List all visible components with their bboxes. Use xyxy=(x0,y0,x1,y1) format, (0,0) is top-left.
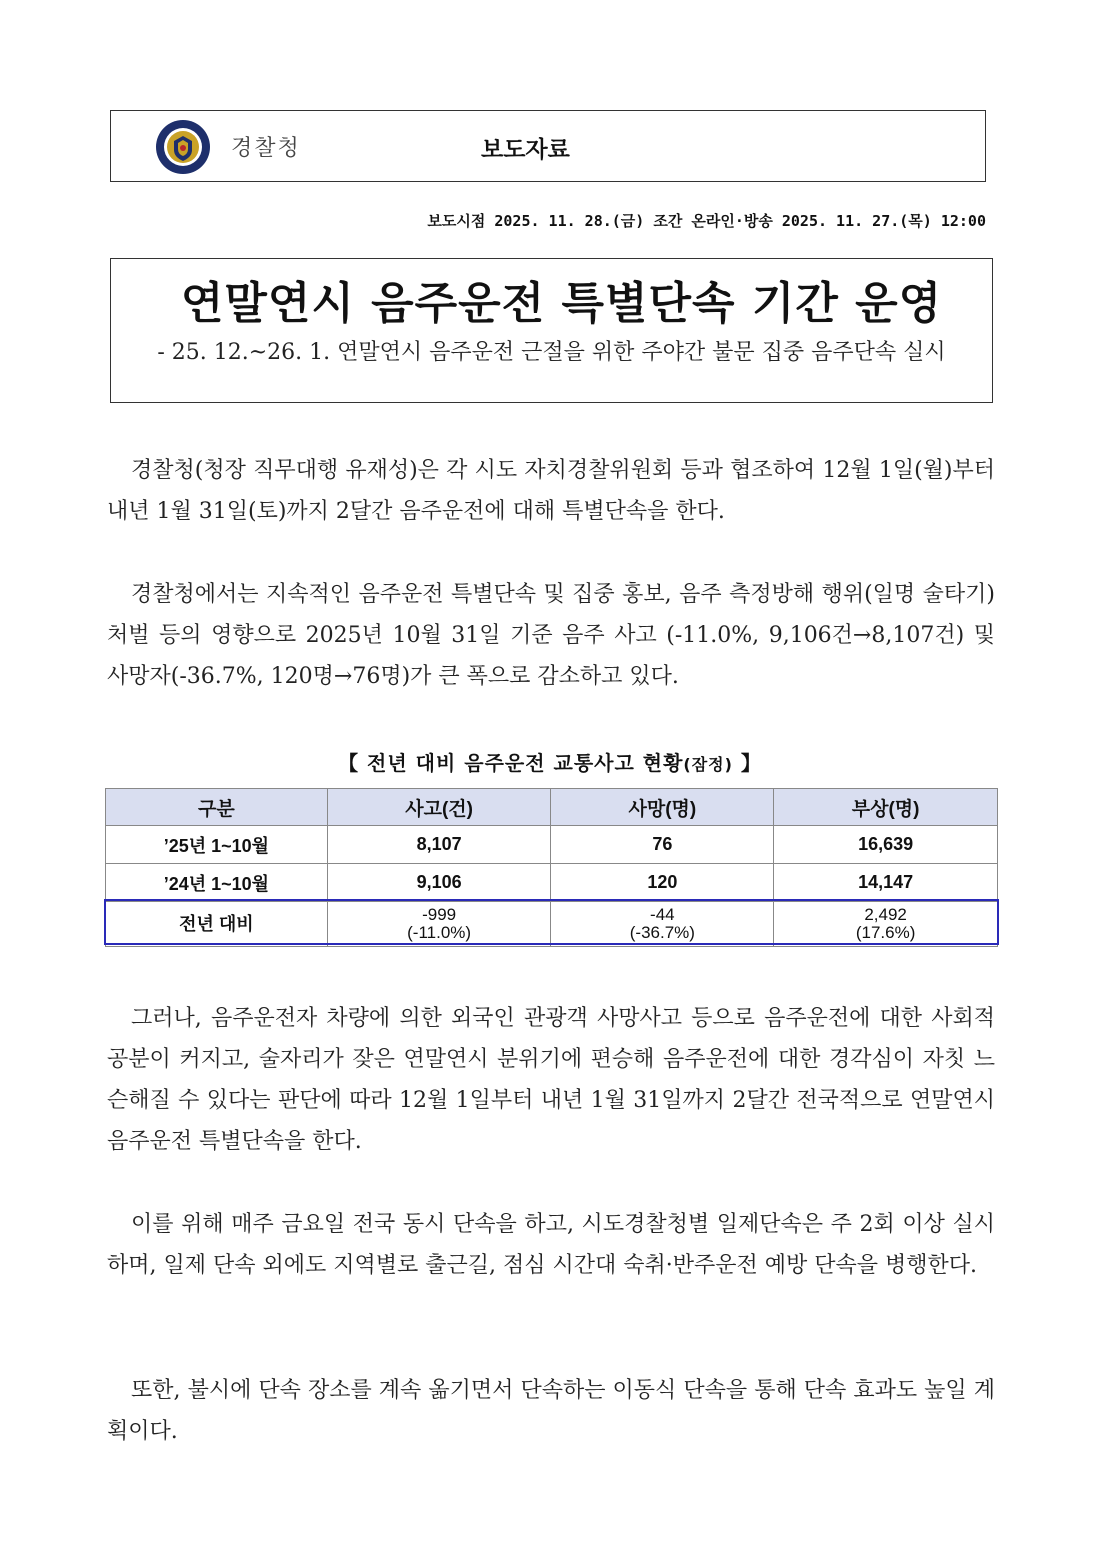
table-title-note: (잠정) xyxy=(683,755,733,774)
diff-pct: (-11.0%) xyxy=(407,923,472,942)
diff-abs: -44 xyxy=(650,905,675,924)
table-row xyxy=(106,864,998,902)
table-header-row xyxy=(106,789,998,826)
diff-pct: (17.6%) xyxy=(855,923,916,942)
stats-table xyxy=(105,788,998,947)
table-cell: 120 xyxy=(551,864,774,902)
table-header-cell: 사고(건) xyxy=(327,789,551,826)
table-cell: 8,107 xyxy=(327,826,551,864)
paragraph-5 xyxy=(107,1370,995,1452)
document-type: 보도자료 xyxy=(481,137,570,163)
table-diff-row xyxy=(106,902,998,947)
table-row xyxy=(106,826,998,864)
table-header-cell: 구분 xyxy=(106,789,328,826)
table-cell: 16,639 xyxy=(774,826,998,864)
paragraph-text: 경찰청(청장 직무대행 유재성)은 각 시도 자치경찰위원회 등과 협조하여 12월 1일(월)부터 내년 1월 31일(토)까지 2달간 음주운전에 대해 특별단속을 한다. xyxy=(107,458,995,524)
agency-name: 경찰청 xyxy=(231,136,301,161)
paragraph-2 xyxy=(107,574,995,697)
diff-abs: -999 xyxy=(422,905,457,924)
table-cell xyxy=(774,902,998,947)
table-cell xyxy=(551,902,774,947)
table-header-cell: 사망(명) xyxy=(551,789,774,826)
paragraph-3 xyxy=(107,998,995,1162)
paragraph-text: 또한, 불시에 단속 장소를 계속 옮기면서 단속하는 이동식 단속을 통해 단속 효과도 높일 계획이다. xyxy=(107,1378,995,1444)
table-header-cell: 부상(명) xyxy=(774,789,998,826)
page-subtitle: - 25. 12.~26. 1. 연말연시 음주운전 근절을 위한 주야간 불문 집중 음주단속 실시 xyxy=(157,340,946,365)
paragraph-text: 경찰청에서는 지속적인 음주운전 특별단속 및 집중 홍보, 음주 측정방해 행위(일명 술타기) 처벌 등의 영향으로 2025년 10월 31일 기준 음주 사고 (-11.0%, 9,106건→8,107건) 및 사망자(-36.7%, 120명→76명)가 큰 폭으로 감소하고 있다. xyxy=(107,582,995,689)
table-cell xyxy=(327,902,551,947)
table-cell: 9,106 xyxy=(327,864,551,902)
paragraph-text: 이를 위해 매주 금요일 전국 동시 단속을 하고, 시도경찰청별 일제단속은 주 2회 이상 실시하며, 일제 단속 외에도 지역별로 출근길, 점심 시간대 숙취·반주운전 예방 단속을 병행한다. xyxy=(107,1212,995,1278)
page-title: 연말연시 음주운전 특별단속 기간 운영 xyxy=(180,278,943,329)
table-cell: 76 xyxy=(551,826,774,864)
table-cell: 전년 대비 xyxy=(106,902,328,947)
police-emblem-icon xyxy=(155,119,211,175)
paragraph-1 xyxy=(107,450,995,532)
table-cell: ’25년 1~10월 xyxy=(106,826,328,864)
release-info: 보도시점 2025. 11. 28.(금) 조간 온라인·방송 2025. 11. 27.(목) 12:00 xyxy=(427,212,986,230)
header-box xyxy=(110,110,986,182)
paragraph-4 xyxy=(107,1204,995,1286)
title-box xyxy=(110,258,993,403)
diff-pct: (-36.7%) xyxy=(629,923,695,942)
table-title xyxy=(0,747,1100,776)
table-title-main: 【 전년 대비 음주운전 교통사고 현황 xyxy=(338,751,684,775)
paragraph-text: 그러나, 음주운전자 차량에 의한 외국인 관광객 사망사고 등으로 음주운전에 대한 사회적 공분이 커지고, 술자리가 잦은 연말연시 분위기에 편승해 음주운전에 대한 경각심이 자칫 느슨해질 수 있다는 판단에 따라 12월 1일부터 내년 1월 31일까지 2달간 전국적으로 연말연시 음주운전 특별단속을 한다. xyxy=(107,1006,995,1154)
diff-abs: 2,492 xyxy=(864,905,907,924)
table-cell: ’24년 1~10월 xyxy=(106,864,328,902)
table-title-end: 】 xyxy=(732,751,762,775)
table-cell: 14,147 xyxy=(774,864,998,902)
